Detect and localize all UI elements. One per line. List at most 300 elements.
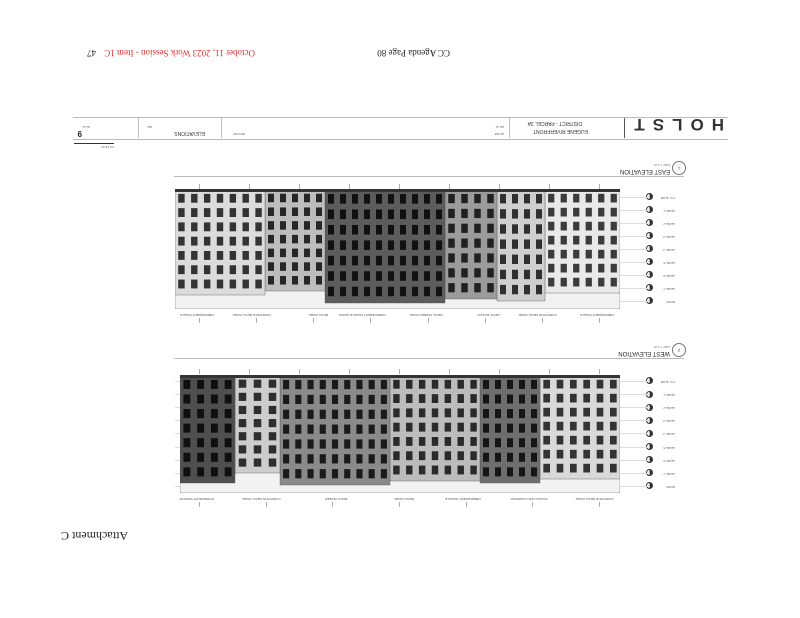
window bbox=[424, 287, 430, 297]
window bbox=[524, 224, 530, 233]
window bbox=[304, 221, 310, 230]
scale-bar-label: 0 8 16 32 bbox=[101, 145, 114, 149]
window bbox=[388, 225, 394, 235]
window bbox=[474, 283, 481, 292]
material-callout: FIBERCEMENT PANELS bbox=[580, 313, 614, 317]
window bbox=[388, 194, 394, 204]
material-callout: RAILING AND GUARDRAIL bbox=[510, 497, 548, 501]
callout-leader bbox=[599, 369, 600, 374]
callout-leader bbox=[313, 318, 314, 323]
material-callout: FIBERCEMENT SHINGLE SIDING bbox=[338, 313, 386, 317]
level-label: LEVEL 6 bbox=[663, 458, 675, 463]
window bbox=[483, 424, 489, 433]
attachment-label: Attachment C bbox=[61, 529, 128, 543]
window bbox=[557, 436, 564, 445]
window bbox=[424, 210, 430, 220]
window bbox=[512, 255, 518, 264]
material-callout: METAL SCREEN PANEL bbox=[409, 313, 443, 317]
window bbox=[424, 256, 430, 266]
window bbox=[254, 458, 262, 466]
window bbox=[412, 210, 418, 220]
window bbox=[597, 464, 604, 473]
window bbox=[500, 255, 506, 264]
window bbox=[432, 394, 438, 403]
level-label: LEVEL 3 bbox=[663, 419, 675, 424]
window bbox=[269, 432, 277, 440]
window bbox=[400, 256, 406, 266]
window bbox=[436, 194, 442, 204]
window bbox=[500, 239, 506, 248]
window bbox=[352, 271, 358, 281]
window bbox=[340, 256, 346, 266]
window bbox=[597, 394, 604, 403]
window bbox=[586, 194, 592, 203]
window bbox=[254, 393, 262, 401]
window bbox=[376, 210, 382, 220]
level-label: LEVEL 1 bbox=[663, 393, 675, 398]
window bbox=[388, 287, 394, 297]
window bbox=[393, 380, 399, 389]
window bbox=[557, 464, 564, 473]
window bbox=[548, 236, 554, 245]
window bbox=[461, 253, 468, 262]
window bbox=[570, 436, 577, 445]
window bbox=[239, 432, 247, 440]
callout-leader bbox=[466, 502, 467, 507]
window bbox=[573, 222, 579, 231]
window bbox=[424, 225, 430, 235]
window bbox=[243, 208, 249, 217]
window bbox=[406, 437, 412, 446]
window bbox=[406, 423, 412, 432]
window bbox=[458, 466, 464, 475]
window bbox=[332, 395, 338, 404]
window bbox=[470, 394, 476, 403]
window bbox=[500, 285, 506, 294]
window bbox=[204, 251, 210, 260]
window bbox=[183, 453, 190, 462]
window bbox=[470, 466, 476, 475]
window bbox=[352, 210, 358, 220]
window bbox=[474, 268, 481, 277]
window bbox=[419, 451, 425, 460]
window bbox=[183, 409, 190, 418]
level-label: ROOF bbox=[666, 300, 675, 304]
scale-bar bbox=[74, 143, 114, 144]
window bbox=[328, 210, 334, 220]
window bbox=[519, 453, 525, 462]
window bbox=[344, 425, 350, 434]
level-label: LEVEL 1 bbox=[663, 209, 675, 213]
window bbox=[178, 237, 184, 246]
window bbox=[586, 236, 592, 245]
window bbox=[254, 419, 262, 427]
window bbox=[183, 438, 190, 447]
window bbox=[191, 265, 197, 274]
window bbox=[400, 271, 406, 281]
window bbox=[320, 454, 326, 463]
east-drawing-number: 1 bbox=[672, 161, 686, 175]
window bbox=[445, 466, 451, 475]
project-name-line1: EUGENE RIVERFRONT bbox=[532, 128, 588, 134]
window bbox=[419, 437, 425, 446]
window bbox=[320, 439, 326, 448]
window bbox=[524, 285, 530, 294]
window bbox=[376, 287, 382, 297]
window bbox=[304, 207, 310, 216]
window bbox=[458, 437, 464, 446]
issue-date: 08/17/23 bbox=[233, 132, 245, 136]
window bbox=[512, 224, 518, 233]
window bbox=[597, 450, 604, 459]
window bbox=[483, 409, 489, 418]
window bbox=[197, 453, 204, 462]
brand-logo: HOLST bbox=[626, 115, 724, 134]
window bbox=[316, 221, 322, 230]
window bbox=[583, 380, 590, 389]
window bbox=[191, 222, 197, 231]
window bbox=[570, 450, 577, 459]
window bbox=[197, 467, 204, 476]
sheet-title: ELEVATIONS bbox=[174, 130, 205, 136]
window bbox=[268, 276, 274, 285]
window bbox=[419, 408, 425, 417]
window bbox=[424, 271, 430, 281]
window bbox=[583, 394, 590, 403]
window bbox=[320, 425, 326, 434]
level-label: LEVEL 5 bbox=[663, 445, 675, 450]
window bbox=[524, 239, 530, 248]
window bbox=[461, 268, 468, 277]
sheet-label: sheet: bbox=[81, 125, 90, 129]
callout-leader bbox=[399, 502, 400, 507]
west-elevation-title: WEST ELEVATION bbox=[618, 350, 670, 356]
window bbox=[543, 408, 550, 417]
callout-leader bbox=[599, 502, 600, 507]
window bbox=[364, 287, 370, 297]
window bbox=[211, 409, 218, 418]
window bbox=[292, 276, 298, 285]
window bbox=[320, 380, 326, 389]
level-label: T.O. SLAB bbox=[660, 196, 675, 200]
window bbox=[356, 469, 362, 478]
window bbox=[610, 436, 617, 445]
window bbox=[445, 408, 451, 417]
window bbox=[292, 262, 298, 271]
window bbox=[352, 240, 358, 250]
window bbox=[191, 208, 197, 217]
window bbox=[308, 425, 314, 434]
window bbox=[269, 445, 277, 453]
window bbox=[512, 239, 518, 248]
window bbox=[243, 280, 249, 289]
window bbox=[255, 208, 261, 217]
window bbox=[280, 221, 286, 230]
window bbox=[611, 208, 617, 217]
window bbox=[406, 394, 412, 403]
window bbox=[512, 194, 518, 203]
window bbox=[531, 438, 537, 447]
window bbox=[470, 437, 476, 446]
callout-leader bbox=[549, 369, 550, 374]
window bbox=[352, 225, 358, 235]
window bbox=[432, 380, 438, 389]
window bbox=[344, 380, 350, 389]
window bbox=[543, 464, 550, 473]
window bbox=[474, 224, 481, 233]
window bbox=[332, 425, 338, 434]
window bbox=[308, 380, 314, 389]
window bbox=[280, 194, 286, 203]
window bbox=[557, 380, 564, 389]
window bbox=[332, 380, 338, 389]
callout-leader bbox=[428, 318, 429, 323]
window bbox=[280, 235, 286, 244]
window bbox=[610, 450, 617, 459]
window bbox=[225, 467, 232, 476]
callout-leader bbox=[199, 369, 200, 374]
window bbox=[507, 453, 513, 462]
window bbox=[225, 438, 232, 447]
window bbox=[268, 249, 274, 258]
window bbox=[376, 271, 382, 281]
window bbox=[225, 409, 232, 418]
window bbox=[178, 194, 184, 203]
level-label: LEVEL 7 bbox=[663, 471, 675, 476]
window bbox=[239, 380, 247, 388]
window bbox=[570, 408, 577, 417]
window bbox=[230, 208, 236, 217]
window bbox=[230, 265, 236, 274]
window bbox=[597, 422, 604, 431]
window bbox=[292, 221, 298, 230]
window bbox=[217, 208, 223, 217]
window bbox=[369, 380, 375, 389]
east-elevation-scale: 1/16" = 1'-0" bbox=[653, 163, 670, 167]
window bbox=[543, 450, 550, 459]
window bbox=[239, 406, 247, 414]
window bbox=[512, 285, 518, 294]
window bbox=[356, 454, 362, 463]
window bbox=[268, 262, 274, 271]
level-label: LEVEL 3 bbox=[663, 235, 675, 239]
window bbox=[570, 394, 577, 403]
window bbox=[597, 436, 604, 445]
window bbox=[483, 438, 489, 447]
window bbox=[388, 256, 394, 266]
window bbox=[548, 194, 554, 203]
window bbox=[243, 237, 249, 246]
window bbox=[340, 210, 346, 220]
level-label: LEVEL 6 bbox=[663, 274, 675, 278]
window bbox=[332, 469, 338, 478]
window bbox=[283, 439, 289, 448]
window bbox=[204, 280, 210, 289]
window bbox=[344, 395, 350, 404]
callout-leader bbox=[370, 318, 371, 323]
east-title-rule bbox=[174, 176, 684, 177]
window bbox=[204, 222, 210, 231]
window bbox=[458, 380, 464, 389]
window bbox=[487, 283, 494, 292]
window bbox=[340, 271, 346, 281]
window bbox=[561, 278, 567, 287]
window bbox=[598, 208, 604, 217]
window bbox=[217, 280, 223, 289]
material-callout: COMPOSITE METAL PANEL bbox=[575, 497, 614, 501]
window bbox=[495, 394, 501, 403]
window bbox=[308, 454, 314, 463]
window bbox=[461, 283, 468, 292]
window bbox=[217, 265, 223, 274]
window bbox=[356, 425, 362, 434]
window bbox=[512, 209, 518, 218]
callout-leader bbox=[449, 369, 450, 374]
window bbox=[183, 467, 190, 476]
window bbox=[586, 222, 592, 231]
window bbox=[597, 380, 604, 389]
window bbox=[586, 264, 592, 273]
window bbox=[364, 225, 370, 235]
window bbox=[419, 423, 425, 432]
window bbox=[583, 450, 590, 459]
window bbox=[531, 394, 537, 403]
window bbox=[269, 393, 277, 401]
window bbox=[470, 451, 476, 460]
window bbox=[254, 432, 262, 440]
window bbox=[573, 194, 579, 203]
window bbox=[610, 408, 617, 417]
window bbox=[376, 256, 382, 266]
window bbox=[316, 262, 322, 271]
window bbox=[280, 276, 286, 285]
window bbox=[543, 436, 550, 445]
window bbox=[243, 265, 249, 274]
window bbox=[507, 409, 513, 418]
window bbox=[376, 240, 382, 250]
window bbox=[500, 209, 506, 218]
material-callout: METAL RAILING bbox=[477, 313, 500, 317]
window bbox=[369, 425, 375, 434]
east-elevation-title: EAST ELEVATION bbox=[619, 168, 670, 174]
window bbox=[254, 380, 262, 388]
window bbox=[536, 255, 542, 264]
window bbox=[369, 454, 375, 463]
window bbox=[583, 422, 590, 431]
callout-leader bbox=[299, 369, 300, 374]
window bbox=[197, 394, 204, 403]
facade-segment bbox=[545, 189, 620, 293]
window bbox=[436, 256, 442, 266]
callout-leader bbox=[349, 369, 350, 374]
window bbox=[487, 268, 494, 277]
window bbox=[225, 453, 232, 462]
window bbox=[432, 423, 438, 432]
callout-leader bbox=[199, 318, 200, 323]
window bbox=[268, 235, 274, 244]
window bbox=[352, 194, 358, 204]
window bbox=[381, 454, 387, 463]
window bbox=[340, 287, 346, 297]
window bbox=[225, 394, 232, 403]
window bbox=[344, 410, 350, 419]
window bbox=[458, 451, 464, 460]
window bbox=[474, 239, 481, 248]
window bbox=[211, 394, 218, 403]
material-callout: FIBERCEMENT SHINGLE bbox=[445, 497, 481, 501]
window bbox=[500, 194, 506, 203]
window bbox=[400, 210, 406, 220]
window bbox=[531, 409, 537, 418]
window bbox=[328, 287, 334, 297]
window bbox=[598, 236, 604, 245]
window bbox=[388, 271, 394, 281]
window bbox=[364, 271, 370, 281]
window bbox=[304, 262, 310, 271]
window bbox=[191, 237, 197, 246]
window bbox=[381, 439, 387, 448]
window bbox=[483, 380, 489, 389]
window bbox=[448, 253, 455, 262]
window bbox=[178, 251, 184, 260]
window bbox=[557, 450, 564, 459]
window bbox=[332, 410, 338, 419]
window bbox=[519, 438, 525, 447]
window bbox=[364, 194, 370, 204]
window bbox=[381, 425, 387, 434]
window bbox=[432, 408, 438, 417]
window bbox=[328, 256, 334, 266]
window bbox=[356, 380, 362, 389]
window bbox=[328, 194, 334, 204]
window bbox=[557, 394, 564, 403]
material-callout: METAL PANEL bbox=[393, 497, 414, 501]
window bbox=[308, 410, 314, 419]
window bbox=[583, 436, 590, 445]
divider bbox=[138, 118, 139, 138]
window bbox=[239, 393, 247, 401]
window bbox=[470, 423, 476, 432]
window bbox=[400, 287, 406, 297]
window bbox=[320, 410, 326, 419]
ground-line bbox=[175, 189, 620, 192]
window bbox=[211, 424, 218, 433]
window bbox=[352, 287, 358, 297]
window bbox=[308, 469, 314, 478]
window bbox=[424, 240, 430, 250]
window bbox=[445, 437, 451, 446]
page-number: 47 bbox=[86, 48, 96, 58]
window bbox=[531, 453, 537, 462]
window bbox=[211, 453, 218, 462]
window bbox=[500, 270, 506, 279]
window bbox=[292, 249, 298, 258]
material-callout: BRICK VENEER bbox=[325, 497, 348, 501]
window bbox=[548, 278, 554, 287]
window bbox=[191, 251, 197, 260]
window bbox=[283, 454, 289, 463]
window bbox=[356, 439, 362, 448]
window bbox=[573, 250, 579, 259]
window bbox=[344, 439, 350, 448]
window bbox=[536, 239, 542, 248]
window bbox=[400, 194, 406, 204]
window bbox=[548, 208, 554, 217]
window bbox=[364, 240, 370, 250]
level-label: LEVEL 4 bbox=[663, 248, 675, 252]
window bbox=[519, 424, 525, 433]
window bbox=[412, 271, 418, 281]
